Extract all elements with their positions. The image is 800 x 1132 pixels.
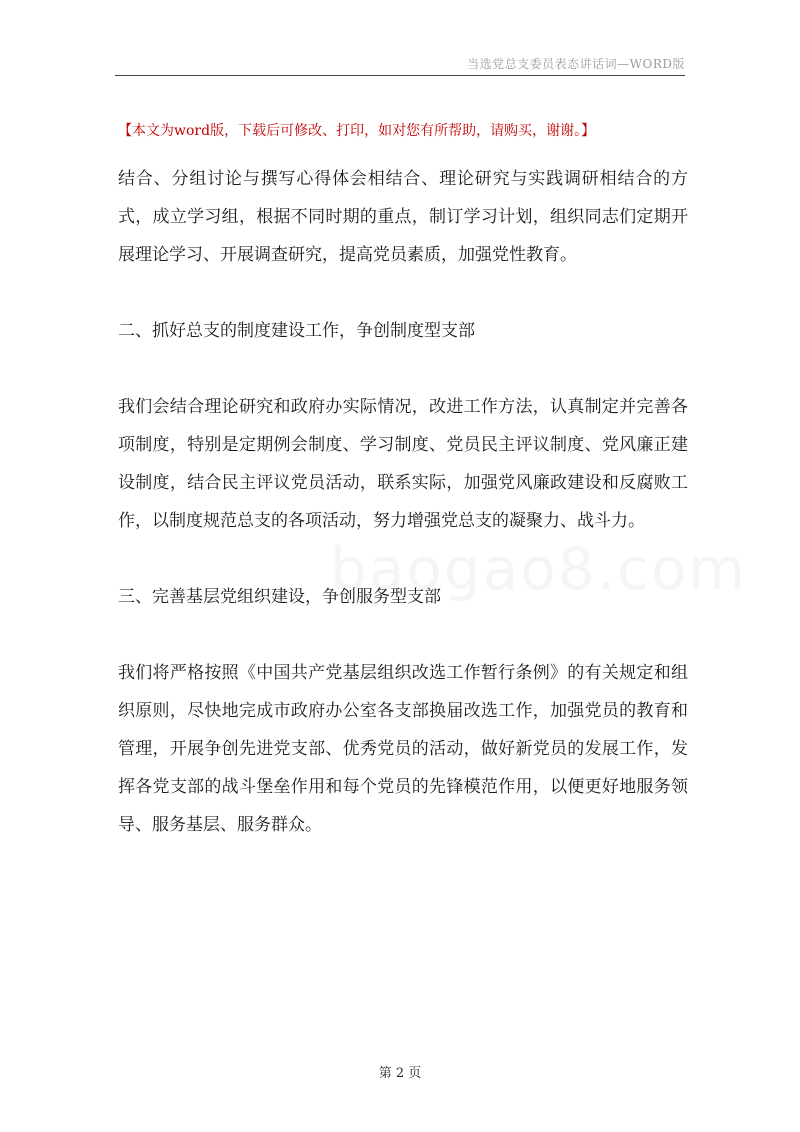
paragraph-spacer: [118, 616, 688, 654]
paragraph-spacer: [118, 350, 688, 388]
watermark: baogao8.com: [330, 535, 747, 603]
paragraph-spacer: [118, 540, 688, 578]
paragraph-spacer: [118, 274, 688, 312]
body-paragraph: 我们将严格按照《中国共产党基层组织改选工作暂行条例》的有关规定和组织原则，尽快地完成市政府办公室各支部换届改选工作，加强党员的教育和管理，开展争创先进党支部、优秀党员的活动，做好新党员的发展工作，发挥各党支部的战斗堡垒作用和每个党员的先锋模范作用，以便更好地服务领导、服务基层、服务群众。: [118, 663, 688, 835]
body-paragraph: 我们会结合理论研究和政府办实际情况，改进工作方法，认真制定并完善各项制度，特别是定期例会制度、学习制度、党员民主评议制度、党风廉正建设制度，结合民主评议党员活动，联系实际，加强党风廉政建设和反腐败工作，以制度规范总支的各项活动，努力增强党总支的凝聚力、战斗力。: [118, 397, 688, 531]
section-heading: 三、完善基层党组织建设，争创服务型支部: [118, 587, 441, 607]
document-body: [118, 160, 688, 844]
section-heading: 二、抓好总支的制度建设工作，争创制度型支部: [118, 321, 475, 341]
body-paragraph: 结合、分组讨论与撰写心得体会相结合、理论研究与实践调研相结合的方式，成立学习组，根据不同时期的重点，制订学习计划，组织同志们定期开展理论学习、开展调查研究，提高党员素质，加强党性教育。: [118, 169, 688, 265]
header-divider: [115, 75, 685, 76]
document-header-title: 当选党总支委员表态讲话词—WORD版: [467, 57, 685, 71]
page-number: 第 2 页: [378, 1066, 422, 1081]
purchase-notice: 【本文为word版，下载后可修改、打印，如对您有所帮助，请购买，谢谢。】: [118, 123, 596, 139]
